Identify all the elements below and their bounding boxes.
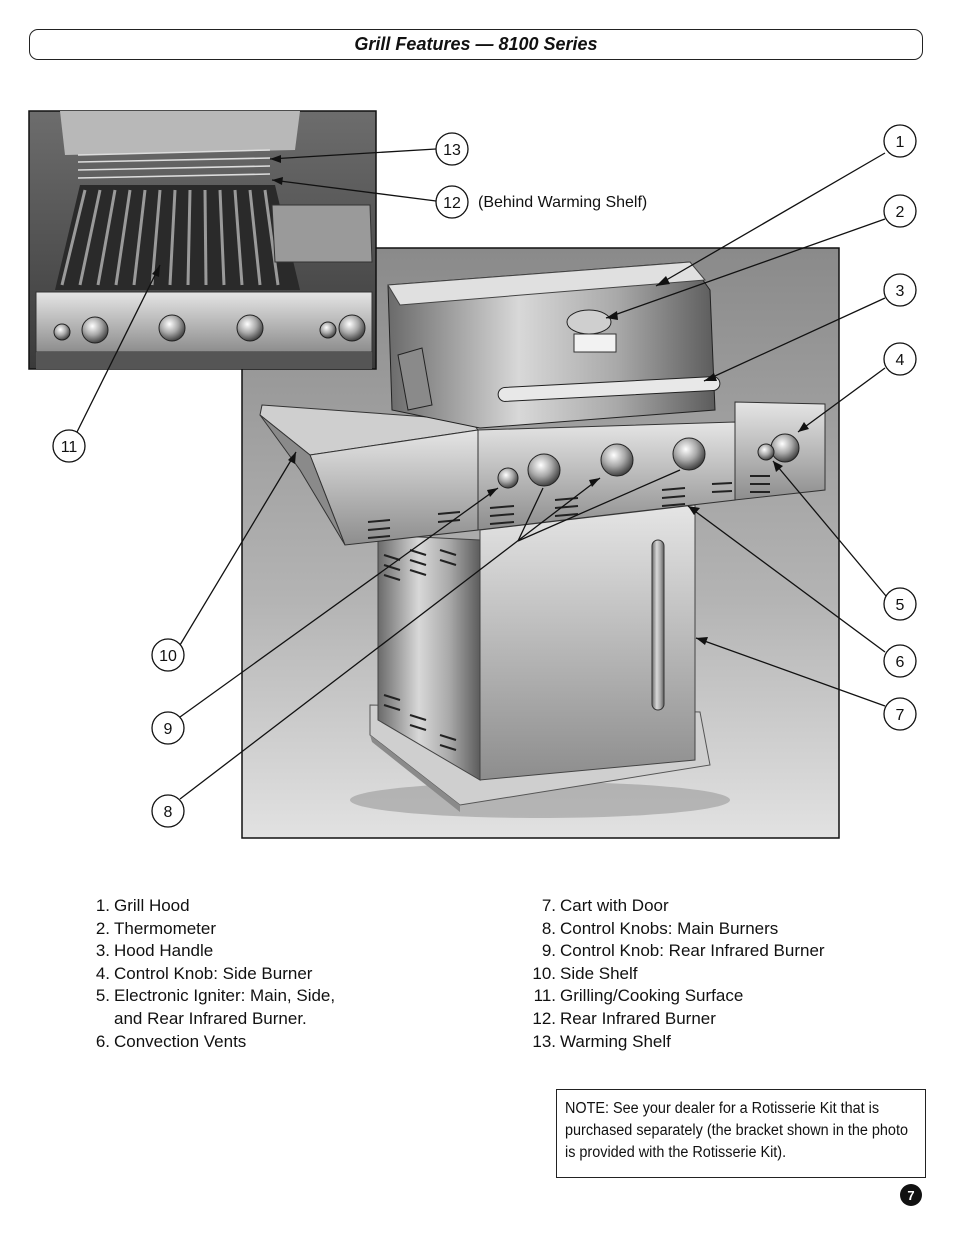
callout-11 <box>53 430 85 462</box>
list-item: 6. Convection Vents <box>95 1031 247 1051</box>
list-item: 3. Hood Handle <box>95 941 214 961</box>
list-item: 7. Cart with Door <box>541 896 669 915</box>
list-item-continuation: and Rear Infrared Burner. <box>114 1008 307 1028</box>
callout-2 <box>884 195 916 227</box>
callout-4 <box>884 343 916 375</box>
callout-6 <box>884 645 916 677</box>
callout-label-3: 3 <box>895 283 905 300</box>
callout-13 <box>436 133 468 165</box>
callout-12 <box>436 186 468 218</box>
callout-7 <box>884 698 916 730</box>
callout-label-13: 13 <box>443 142 461 159</box>
inset-grill-photo <box>29 111 376 369</box>
list-item: 4. Control Knob: Side Burner <box>95 963 313 983</box>
callout-1 <box>884 125 916 157</box>
callout-5 <box>884 588 916 620</box>
page-number: 7 <box>900 1184 922 1206</box>
list-item: 8. Control Knobs: Main Burners <box>541 918 779 938</box>
list-item: 1. Grill Hood <box>95 896 190 915</box>
callout-label-5: 5 <box>895 597 905 614</box>
callout-3 <box>884 274 916 306</box>
list-item: 13. Warming Shelf <box>532 1031 671 1051</box>
callout-label-11: 11 <box>60 439 78 456</box>
callout-label-6: 6 <box>895 654 905 671</box>
callout-label-12: 12 <box>443 195 461 212</box>
callout-label-2: 2 <box>895 204 905 221</box>
page-title: Grill Features — 8100 Series <box>354 34 598 54</box>
rotisserie-note <box>556 1089 926 1178</box>
list-item: 2. Thermometer <box>95 918 217 938</box>
list-item: 9. Control Knob: Rear Infrared Burner <box>541 941 825 961</box>
callout-8 <box>152 795 184 827</box>
callout-9 <box>152 712 184 744</box>
callout-label-1: 1 <box>895 134 905 151</box>
feature-list-left <box>78 895 408 1053</box>
note-text: NOTE: See your dealer for a Rotisserie Kit that is purchased separately (the bracket shown in the photo is provided with the Rotisserie Kit). <box>565 1100 908 1161</box>
callout-label-7: 7 <box>895 707 905 724</box>
callout-label-9: 9 <box>163 721 173 738</box>
callout-label-8: 8 <box>163 804 173 821</box>
list-item: 10. Side Shelf <box>532 963 638 983</box>
callout-label-4: 4 <box>895 352 905 369</box>
list-item: 11. Grilling/Cooking Surface <box>533 986 744 1006</box>
callout-10 <box>152 639 184 671</box>
list-item: 5. Electronic Igniter: Main, Side, <box>95 986 336 1006</box>
callout-12-note: (Behind Warming Shelf) <box>478 194 648 211</box>
callout-label-10: 10 <box>159 648 177 665</box>
list-item: 12. Rear Infrared Burner <box>532 1008 716 1028</box>
feature-list-right <box>524 895 924 1053</box>
